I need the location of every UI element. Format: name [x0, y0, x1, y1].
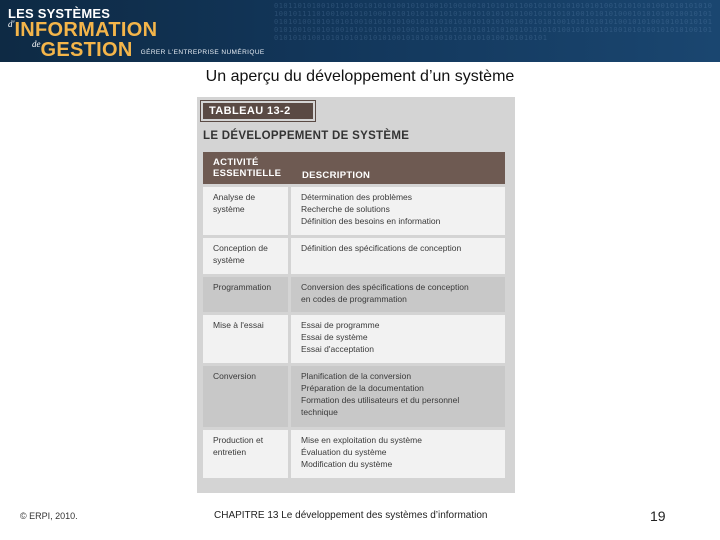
slide-title: Un aperçu du développement d’un système: [205, 68, 515, 85]
description-cell: [291, 277, 505, 312]
header-banner: [0, 0, 720, 62]
activity-cell: [203, 238, 288, 274]
description-line: Essai de programme: [301, 320, 380, 330]
description-text: [301, 319, 501, 355]
activity-text: Analyse de système: [213, 192, 256, 214]
description-line: Essai de système: [301, 332, 368, 342]
activity-text: Production et entretien: [213, 435, 264, 457]
description-line: Détermination des problèmes: [301, 192, 413, 202]
activity-cell: [203, 430, 288, 478]
description-text: [301, 191, 501, 227]
description-text: [301, 281, 501, 305]
brand-prefix-3: de: [32, 39, 41, 49]
description-line: Formation des utilisateurs et du personnel: [301, 395, 460, 405]
description-line: Recherche de solutions: [301, 204, 390, 214]
description-cell: [291, 430, 505, 478]
activity-text: Programmation: [213, 282, 272, 292]
column-header-description: DESCRIPTION: [302, 170, 371, 181]
brand-prefix-2: d': [8, 19, 15, 29]
table-row: [203, 315, 505, 363]
activity-cell: [203, 315, 288, 363]
description-line: Évaluation du système: [301, 447, 387, 457]
copyright-text: © ERPI, 2010.: [20, 511, 78, 521]
table-row: [203, 366, 505, 427]
description-line: Définition des besoins en information: [301, 216, 441, 226]
description-line: Mise en exploitation du système: [301, 435, 422, 445]
brand-line-3: [8, 39, 265, 62]
column-header-activity: [213, 157, 283, 179]
brand-tagline: GÉRER L'ENTREPRISE NUMÉRIQUE: [140, 49, 265, 56]
table-figure: [197, 97, 515, 493]
activity-text: Mise à l'essai: [213, 320, 264, 330]
binary-pattern-decoration: 0101101010010110100101010100101010010100100101010101100101010101010101001010101010010101010101001011110100100101010001010101011010101001010101010100101010101001010101000101010100100101010101010010101010100101010101001010101010101010101001010101010010101010101001010100101010101010101001010101001010101010101001001010101010101010100101010101001010101010010101001010101001010101010100101010101010101001010101001010101010100101010101: [274, 2, 713, 42]
description-line: Modification du système: [301, 459, 393, 469]
description-cell: [291, 366, 505, 427]
brand-line-1: LES SYSTÈMES: [8, 6, 111, 21]
activity-text: Conception de système: [213, 243, 268, 265]
table-header: [203, 152, 505, 184]
table-row: [203, 277, 505, 312]
column-header-activity-text: ACTIVITÉ ESSENTIELLE: [213, 157, 282, 179]
activity-cell: [203, 277, 288, 312]
description-line: Planification de la conversion: [301, 371, 412, 381]
activity-cell: [203, 187, 288, 235]
table-row: [203, 187, 505, 235]
table-number-label: TABLEAU 13-2: [203, 103, 313, 119]
description-line: technique: [301, 407, 338, 417]
table-row: [203, 238, 505, 274]
brand-word-3: GESTION: [40, 39, 133, 61]
description-cell: [291, 238, 505, 274]
description-text: [301, 434, 501, 470]
description-text: [301, 370, 501, 418]
description-cell: [291, 315, 505, 363]
description-line: Préparation de la documentation: [301, 383, 424, 393]
description-line: Définition des spécifications de conception: [301, 243, 462, 253]
description-line: Conversion des spécifications de conception: [301, 282, 469, 292]
activity-text: Conversion: [213, 371, 256, 381]
description-cell: [291, 187, 505, 235]
table-title: LE DÉVELOPPEMENT DE SYSTÈME: [203, 130, 410, 142]
chapter-footer: CHAPITRE 13 Le développement des systèmes d’information: [214, 510, 488, 521]
table-row: [203, 430, 505, 478]
activity-cell: [203, 366, 288, 427]
description-text: [301, 242, 501, 254]
page-number: 19: [650, 508, 666, 524]
description-line: Essai d'acceptation: [301, 344, 374, 354]
description-line: en codes de programmation: [301, 294, 407, 304]
brand-word-2: INFORMATION: [14, 19, 158, 41]
